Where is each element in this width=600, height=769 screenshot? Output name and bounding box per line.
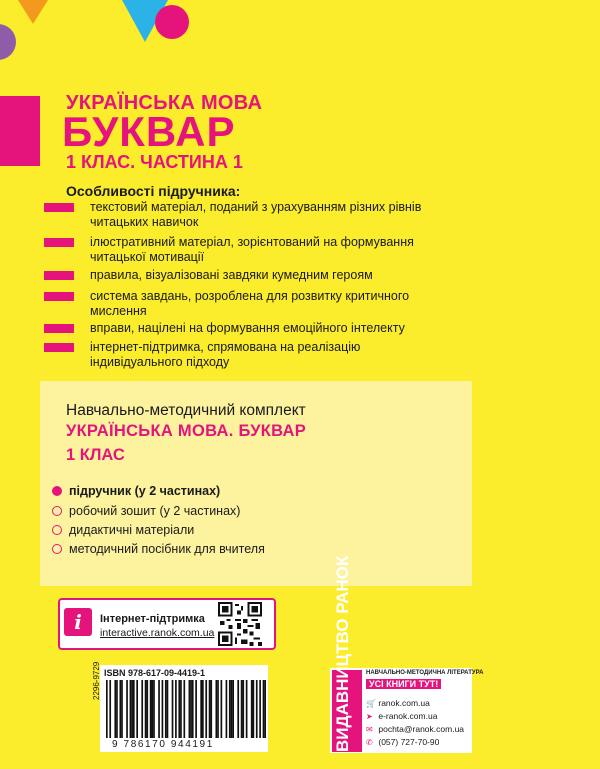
kit-item-didactic: дидактичні матеріали xyxy=(52,523,194,537)
publisher-tagline: НАВЧАЛЬНО-МЕТОДИЧНА ЛІТЕРАТУРА xyxy=(366,670,484,676)
empty-dot-icon xyxy=(52,544,62,554)
publisher-brand: ВИДАВНИЦТВО РАНОК xyxy=(333,555,352,752)
feature-item: інтернет-підтримка, спрямована на реалізацію індивідуального підходу xyxy=(44,340,484,370)
kit-title: Навчально-методичний комплект xyxy=(66,402,306,419)
barcode xyxy=(106,680,266,738)
pink-circle-decoration xyxy=(155,5,189,39)
info-icon: i xyxy=(64,608,92,636)
feature-item: система завдань, розроблена для розвитку критичного мислення xyxy=(44,289,484,319)
feature-item: текстовий матеріал, поданий з урахуванням різних рівнів читацьких навичок xyxy=(44,200,484,230)
publisher-motto: УСІ КНИГИ ТУТ! xyxy=(366,679,441,689)
contact-email[interactable]: ✉ pochta@ranok.com.ua xyxy=(366,724,465,734)
decorative-shapes xyxy=(0,0,600,90)
kit-item-teacher-guide: методичний посібник для вчителя xyxy=(52,542,265,556)
support-link[interactable]: interactive.ranok.com.ua xyxy=(100,627,215,639)
support-label: Інтернет-підтримка xyxy=(100,613,205,625)
contact-eshop[interactable]: ➤ e-ranok.com.ua xyxy=(366,711,438,721)
mail-icon: ✉ xyxy=(366,725,373,734)
features-heading: Особливості підручника: xyxy=(66,183,241,199)
kit-item-workbook: робочий зошит (у 2 частинах) xyxy=(52,504,240,518)
bullet-bar xyxy=(44,271,74,280)
title-side-bar xyxy=(0,96,40,166)
bullet-bar xyxy=(44,238,74,247)
phone-icon: ✆ xyxy=(366,738,373,747)
bullet-bar xyxy=(44,343,74,352)
contact-phone[interactable]: ✆ (057) 727-70-90 xyxy=(366,737,440,747)
cursor-icon: ➤ xyxy=(366,712,373,721)
kit-item-textbook: підручник (у 2 частинах) xyxy=(52,484,220,498)
empty-dot-icon xyxy=(52,525,62,535)
filled-dot-icon xyxy=(52,486,62,496)
feature-item: ілюстративний матеріал, зорієнтований на формування читацької мотивації xyxy=(44,235,484,265)
isbn-side-code: 2296-9729 xyxy=(92,661,101,700)
kit-class: 1 КЛАС xyxy=(66,446,125,464)
isbn-text: ISBN 978-617-09-4419-1 xyxy=(104,668,206,678)
book-title: БУКВАР xyxy=(62,108,236,155)
barcode-digits: 9 786170 944191 xyxy=(112,739,214,750)
bullet-bar xyxy=(44,203,74,212)
qr-code[interactable] xyxy=(218,602,262,646)
book-subtitle: 1 КЛАС. ЧАСТИНА 1 xyxy=(66,152,243,172)
purple-circle-decoration xyxy=(0,24,16,60)
orange-triangle-decoration xyxy=(18,0,48,24)
feature-item: правила, візуалізовані завдяки кумедним героям xyxy=(44,268,484,283)
kit-name: УКРАЇНСЬКА МОВА. БУКВАР xyxy=(66,422,307,440)
book-series: УКРАЇНСЬКА МОВА xyxy=(66,92,263,114)
contact-website[interactable]: 🛒 ranok.com.ua xyxy=(366,698,430,708)
empty-dot-icon xyxy=(52,506,62,516)
cart-icon: 🛒 xyxy=(366,699,376,708)
bullet-bar xyxy=(44,324,74,333)
feature-item: вправи, націлені на формування емоційного інтелекту xyxy=(44,321,484,336)
bullet-bar xyxy=(44,292,74,301)
